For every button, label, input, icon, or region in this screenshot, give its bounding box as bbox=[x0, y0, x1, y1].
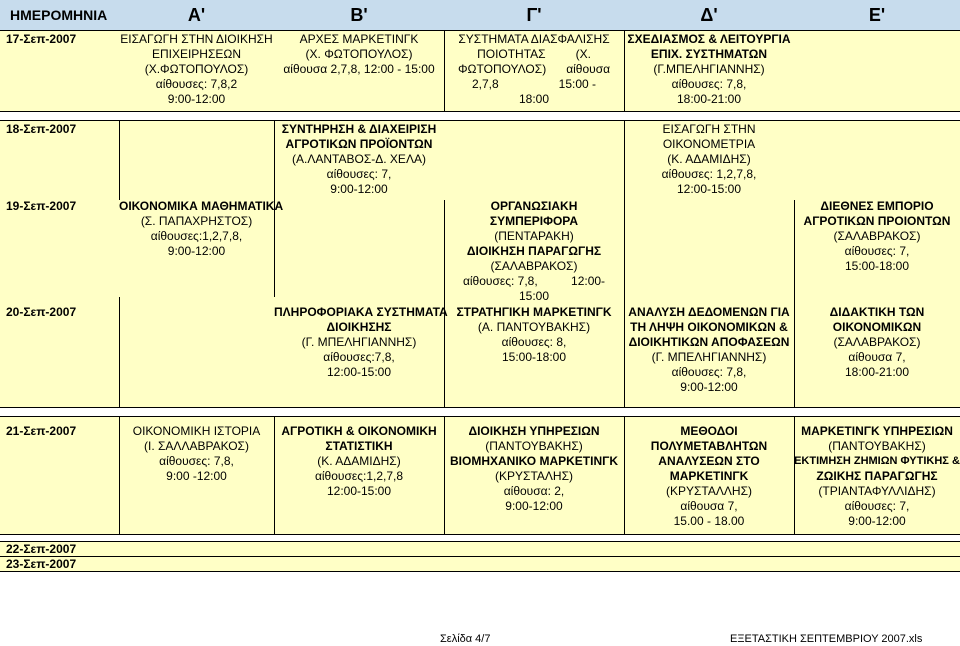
row-line bbox=[0, 416, 960, 417]
exam-time: 12:00-15:00 bbox=[326, 484, 392, 498]
exam-teacher: (Κ. ΑΔΑΜΙΔΗΣ) bbox=[667, 152, 751, 166]
col-line bbox=[624, 200, 625, 297]
exam-title: ΑΓΡΟΤΙΚΩΝ ΠΡΟΙΟΝΤΩΝ bbox=[803, 214, 951, 228]
exam-teacher: (ΠΕΝΤΑΡΑΚΗ) bbox=[494, 229, 574, 243]
exam-title: ΟΡΓΑΝΩΣΙΑΚΗ bbox=[490, 199, 578, 213]
exam-room: αίθουσες: 7, bbox=[326, 167, 392, 181]
exam-teacher: ΦΩΤΟΠΟΥΛΟΣ) αίθουσα bbox=[457, 62, 611, 76]
exam-teacher: (Α.ΛΑΝΤΑΒΟΣ-Δ. ΧΕΛΑ) bbox=[292, 152, 426, 166]
exam-19-a bbox=[119, 199, 284, 259]
exam-room: αίθουσες: 7,8, bbox=[671, 365, 747, 379]
exam-teacher: (Α. ΠΑΝΤΟΥΒΑΚΗΣ) bbox=[477, 320, 591, 334]
exam-teacher: (Κ. ΑΔΑΜΙΔΗΣ) bbox=[317, 454, 401, 468]
exam-title: ΕΠΙΧ. ΣΥΣΤΗΜΑΤΩΝ bbox=[650, 47, 768, 61]
row-line bbox=[0, 571, 960, 572]
col-line bbox=[444, 200, 445, 297]
header-col-e: Ε' bbox=[868, 5, 886, 25]
exam-title: ΜΑΡΚΕΤΙΝΓΚ bbox=[669, 469, 749, 483]
exam-room: αίθουσες: 7, bbox=[844, 244, 910, 258]
exam-teacher: (Χ.ΦΩΤΟΠΟΥΛΟΣ) bbox=[144, 62, 249, 76]
row-gap-21 bbox=[0, 534, 960, 541]
exam-time: 9:00 -12:00 bbox=[166, 469, 227, 483]
exam-title: ΑΝΑΛΥΣΗ ΔΕΔΟΜΕΝΩΝ ΓΙΑ bbox=[628, 305, 790, 319]
exam-title: ΠΛΗΡΟΦΟΡΙΑΚΑ ΣΥΣΤΗΜΑΤΑ bbox=[274, 305, 448, 319]
exam-room: αίθουσα 7, bbox=[848, 350, 906, 364]
exam-teacher: (ΤΡΙΑΝΤΑΦΥΛΛΙΔΗΣ) bbox=[818, 484, 936, 498]
exam-20-e bbox=[794, 305, 960, 380]
exam-title: ΕΠΙΧΕΙΡΗΣΕΩΝ bbox=[151, 47, 242, 61]
row-gap-20 bbox=[0, 407, 960, 416]
exam-title: ΑΝΑΛΥΣΕΩΝ ΣΤΟ bbox=[658, 454, 760, 468]
exam-teacher: (ΣΑΛΑΒΡΑΚΟΣ) bbox=[833, 335, 921, 349]
date-23: 23-Σεπ-2007 bbox=[6, 557, 77, 571]
col-line bbox=[274, 200, 275, 297]
exam-time: 18:00-21:00 bbox=[844, 365, 910, 379]
date-20: 20-Σεπ-2007 bbox=[6, 305, 77, 319]
exam-room: αίθουσες: 7,8, bbox=[671, 77, 747, 91]
exam-21-a bbox=[119, 424, 274, 484]
exam-room: αίθουσες: 7,8, 12:00- bbox=[462, 274, 606, 288]
exam-20-d bbox=[624, 305, 794, 395]
exam-room: 2,7,8 15:00 - bbox=[471, 77, 597, 91]
exam-17-b bbox=[274, 32, 444, 77]
exam-room: αίθουσες: 7, bbox=[844, 499, 910, 513]
exam-title: ΑΓΡΟΤΙΚΗ & ΟΙΚΟΝΟΜΙΚΗ bbox=[281, 424, 437, 438]
exam-title: ΜΕΘΟΔΟΙ bbox=[680, 424, 738, 438]
exam-20-g bbox=[444, 305, 624, 365]
exam-17-a bbox=[119, 32, 274, 107]
header-col-b: Β' bbox=[350, 5, 368, 25]
exam-21-b bbox=[274, 424, 444, 499]
header-col-g: Γ' bbox=[526, 5, 542, 25]
header-date: ΗΜΕΡΟΜΗΝΙΑ bbox=[10, 7, 108, 23]
exam-title: ΔΙΟΙΚΗΣΗ ΥΠΗΡΕΣΙΩΝ bbox=[468, 424, 600, 438]
exam-19-g bbox=[446, 199, 622, 304]
exam-time: 18:00-21:00 bbox=[676, 92, 742, 106]
exam-21-e bbox=[794, 424, 960, 529]
exam-teacher: (ΠΑΝΤΟΥΒΑΚΗΣ) bbox=[485, 439, 583, 453]
date-18: 18-Σεπ-2007 bbox=[6, 122, 77, 136]
exam-title: ΔΙΟΙΚΗΣΗ ΠΑΡΑΓΩΓΗΣ bbox=[466, 244, 602, 258]
exam-title: ΤΗ ΛΗΨΗ ΟΙΚΟΝΟΜΙΚΩΝ & bbox=[630, 320, 788, 334]
exam-room: αίθουσες:7,8, bbox=[323, 350, 395, 364]
exam-time: 12:00-15:00 bbox=[676, 182, 742, 196]
exam-time: 9:00-12:00 bbox=[505, 499, 563, 513]
exam-teacher: (ΠΑΝΤΟΥΒΑΚΗΣ) bbox=[828, 439, 926, 453]
exam-title: ΔΙΟΙΚΗΤΙΚΩΝ ΑΠΟΦΑΣΕΩΝ bbox=[628, 335, 790, 349]
exam-title: ΖΩΙΚΗΣ ΠΑΡΑΓΩΓΗΣ bbox=[816, 469, 938, 483]
col-line bbox=[119, 297, 120, 407]
exam-time: 9:00-12:00 bbox=[167, 244, 226, 258]
col-line bbox=[444, 31, 445, 111]
exam-teacher: (ΚΡΥΣΤΑΛΛΗΣ) bbox=[666, 484, 752, 498]
exam-18-b bbox=[274, 122, 444, 197]
exam-room: αίθουσες: 8, bbox=[501, 335, 567, 349]
exam-title: ΣΥΣΤΗΜΑΤΑ ΔΙΑΣΦΑΛΙΣΗΣ bbox=[458, 32, 610, 46]
header-col-d: Δ' bbox=[700, 5, 718, 25]
exam-time: 9:00-12:00 bbox=[330, 182, 388, 196]
exam-time: 15:00 bbox=[518, 289, 550, 303]
row-line bbox=[0, 541, 960, 542]
exam-title: ΣΤΡΑΤΗΓΙΚΗ ΜΑΡΚΕΤΙΝΓΚ bbox=[456, 305, 612, 319]
row-line bbox=[0, 120, 960, 121]
exam-time: 15.00 - 18.00 bbox=[673, 514, 745, 528]
exam-title: ΑΡΧΕΣ ΜΑΡΚΕΤΙΝΓΚ bbox=[299, 32, 419, 46]
row-line bbox=[0, 534, 960, 535]
exam-room: αίθουσες: 1,2,7,8, bbox=[661, 167, 757, 181]
exam-teacher: (Χ. ΦΩΤΟΠΟΥΛΟΣ) bbox=[305, 47, 413, 61]
exam-title: ΔΙΕΘΝΕΣ ΕΜΠΟΡΙΟ bbox=[820, 199, 934, 213]
exam-time: 18:00 bbox=[518, 92, 550, 106]
exam-title: ΣΤΑΤΙΣΤΙΚΗ bbox=[325, 439, 393, 453]
exam-21-g bbox=[444, 424, 624, 514]
date-21: 21-Σεπ-2007 bbox=[6, 424, 77, 438]
exam-room: αίθουσες:1,2,7,8 bbox=[314, 469, 404, 483]
exam-title: ΣΥΜΠΕΡΙΦΟΡΑ bbox=[489, 214, 579, 228]
exam-teacher: (Γ. ΜΠΕΛΗΓΙΑΝΝΗΣ) bbox=[651, 350, 767, 364]
exam-room: αίθουσες:1,2,7,8, bbox=[150, 229, 243, 243]
exam-time: 9:00-12:00 bbox=[680, 380, 738, 394]
exam-title: ΕΙΣΑΓΩΓΗ ΣΤΗΝ bbox=[662, 122, 756, 136]
row-line bbox=[0, 556, 960, 557]
exam-teacher: (Γ. ΜΠΕΛΗΓΙΑΝΝΗΣ) bbox=[301, 335, 417, 349]
exam-20-b bbox=[274, 305, 448, 380]
exam-18-d bbox=[624, 122, 794, 197]
exam-title: ΜΑΡΚΕΤΙΝΓΚ ΥΠΗΡΕΣΙΩΝ bbox=[801, 424, 953, 438]
row-line bbox=[0, 111, 960, 112]
col-line bbox=[119, 120, 120, 200]
exam-title: ΒΙΟΜΗΧΑΝΙΚΟ ΜΑΡΚΕΤΙΝΓΚ bbox=[450, 454, 618, 468]
exam-title: ΟΙΚΟΝΟΜΙΚΩΝ bbox=[832, 320, 922, 334]
exam-title: ΟΙΚΟΝΟΜΙΚΑ ΜΑΘΗΜΑΤΙΚΑ bbox=[119, 199, 284, 213]
exam-title: ΠΟΙΟΤΗΤΑΣ (Χ. bbox=[477, 47, 591, 61]
exam-time: 12:00-15:00 bbox=[326, 365, 392, 379]
exam-21-d bbox=[624, 424, 794, 529]
exam-teacher: (ΣΑΛΑΒΡΑΚΟΣ) bbox=[490, 259, 578, 273]
exam-title: ΕΙΣΑΓΩΓΗ ΣΤΗΝ ΔΙΟΙΚΗΣΗ bbox=[120, 32, 273, 46]
exam-time: 9:00-12:00 bbox=[167, 92, 226, 106]
exam-teacher: (Σ. ΠΑΠΑΧΡΗΣΤΟΣ) bbox=[140, 214, 253, 228]
exam-title: ΔΙΟΙΚΗΣΗΣ bbox=[326, 320, 392, 334]
row-line bbox=[0, 407, 960, 408]
exam-19-e bbox=[794, 199, 960, 274]
exam-room: αίθουσες: 7,8,2 bbox=[155, 77, 238, 91]
exam-title: ΣΥΝΤΗΡΗΣΗ & ΔΙΑΧΕΙΡΙΣΗ bbox=[281, 122, 437, 136]
exam-title: ΟΙΚΟΝΟΜΕΤΡΙΑ bbox=[662, 137, 756, 151]
table-header bbox=[0, 0, 960, 31]
exam-17-g bbox=[446, 32, 622, 107]
file-name: ΕΞΕΤΑΣΤΙΚΗ ΣΕΠΤΕΜΒΡΙΟΥ 2007.xls bbox=[730, 633, 923, 645]
exam-teacher: (ΚΡΥΣΤΑΛΗΣ) bbox=[495, 469, 573, 483]
header-col-a: Α' bbox=[187, 5, 206, 25]
exam-time: 15:00-18:00 bbox=[844, 259, 910, 273]
exam-time: 9:00-12:00 bbox=[848, 514, 906, 528]
date-17: 17-Σεπ-2007 bbox=[6, 32, 77, 46]
exam-title: ΟΙΚΟΝΟΜΙΚΗ ΙΣΤΟΡΙΑ bbox=[132, 424, 261, 438]
exam-time: 15:00-18:00 bbox=[501, 350, 567, 364]
exam-teacher: (Ι. ΣΑΛΛΑΒΡΑΚΟΣ) bbox=[144, 439, 249, 453]
page-number: Σελίδα 4/7 bbox=[440, 633, 491, 645]
exam-title: ΔΙΔΑΚΤΙΚΗ ΤΩΝ bbox=[829, 305, 925, 319]
exam-title: ΠΟΛΥΜΕΤΑΒΛΗΤΩΝ bbox=[650, 439, 768, 453]
date-22: 22-Σεπ-2007 bbox=[6, 542, 77, 556]
exam-room: αίθουσες: 7,8, bbox=[159, 454, 234, 468]
exam-room: αίθουσα: 2, bbox=[503, 484, 565, 498]
exam-teacher: (Γ.ΜΠΕΛΗΓΙΑΝΝΗΣ) bbox=[653, 62, 765, 76]
exam-title: ΕΚΤΙΜΗΣΗ ΖΗΜΙΩΝ ΦΥΤΙΚΗΣ & bbox=[794, 455, 960, 467]
row-gap-17 bbox=[0, 111, 960, 120]
exam-teacher: (ΣΑΛΑΒΡΑΚΟΣ) bbox=[833, 229, 921, 243]
exam-title: ΑΓΡΟΤΙΚΩΝ ΠΡΟΪΟΝΤΩΝ bbox=[285, 137, 433, 151]
date-19: 19-Σεπ-2007 bbox=[6, 199, 77, 213]
exam-room-time: αίθουσα 2,7,8, 12:00 - 15:00 bbox=[283, 62, 435, 76]
exam-17-d bbox=[624, 32, 794, 107]
exam-room: αίθουσα 7, bbox=[680, 499, 738, 513]
exam-title: ΣΧΕΔΙΑΣΜΟΣ & ΛΕΙΤΟΥΡΓΙΑ bbox=[627, 32, 791, 46]
